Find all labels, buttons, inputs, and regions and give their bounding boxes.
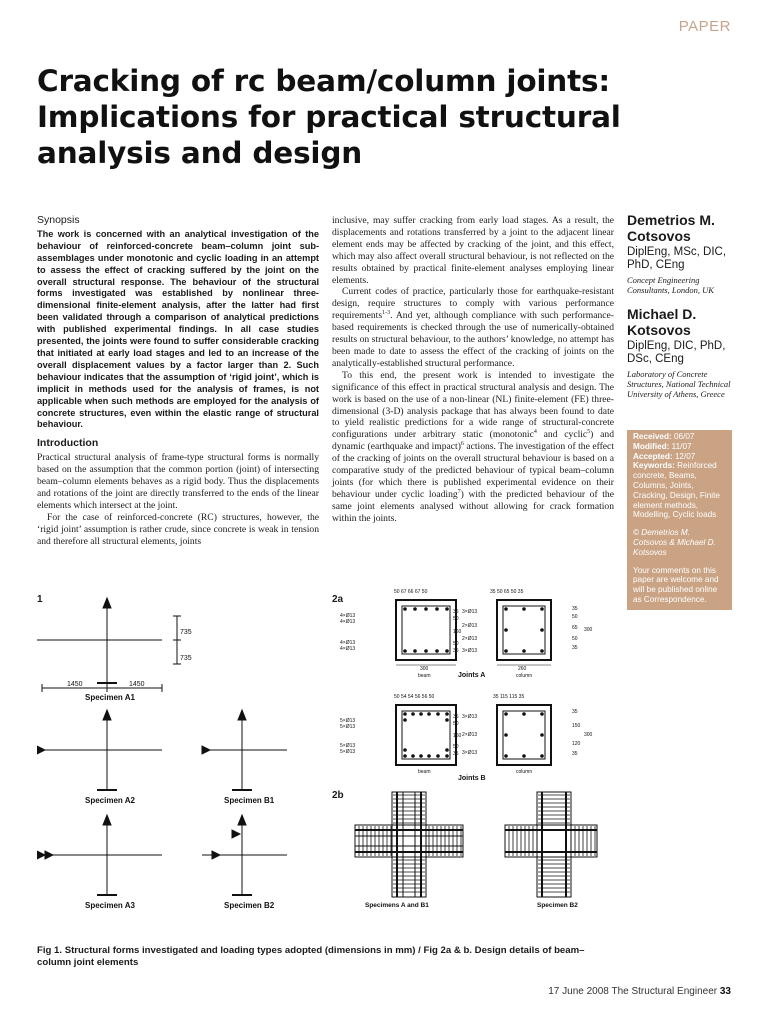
- svg-text:beam: beam: [418, 769, 431, 775]
- specimen-b2-label: Specimen B2: [224, 901, 275, 910]
- paper-title: Cracking of rc beam/column joints: Implications for practical structural analysis and design: [37, 64, 621, 170]
- left-column: [37, 215, 319, 547]
- svg-text:3×Ø13: 3×Ø13: [462, 714, 478, 720]
- dim-260-label: 260: [518, 666, 527, 672]
- specimens-a-b1-label: Specimens A and B1: [365, 902, 429, 909]
- dim-300-label: 300: [420, 666, 429, 672]
- author-affiliation: Concept Engineering Consultants, London, UK: [627, 275, 714, 295]
- svg-text:5×Ø13: 5×Ø13: [340, 749, 356, 755]
- svg-text:50: 50: [572, 614, 578, 620]
- section-tag: PAPER: [678, 18, 731, 35]
- svg-text:beam: beam: [418, 673, 431, 679]
- page-number: 33: [719, 986, 731, 997]
- svg-text:2×Ø13: 2×Ø13: [462, 732, 478, 738]
- svg-text:300: 300: [584, 732, 593, 738]
- author-name: Michael D. Kotsovos: [627, 306, 697, 338]
- figure-1-diagram: [37, 590, 327, 935]
- svg-text:5×Ø13: 5×Ø13: [340, 743, 356, 749]
- svg-text:4×Ø13: 4×Ø13: [340, 646, 356, 652]
- stirrups-b: [509, 795, 595, 892]
- middle-paragraph-1: inclusive, may suffer cracking from early load stages. As a result, the displacements and rotations transferred by a joint to the adjacent linear element ends may be affected by cracking of the joint, and this effect, which may also affect overall structural behaviour, is not reflected on the results obtained by practical finite-element analyses employing linear elements.: [332, 215, 614, 286]
- svg-text:column: column: [516, 673, 533, 679]
- svg-text:column: column: [516, 769, 533, 775]
- figure-2b-number: 2b: [332, 790, 344, 801]
- author-degrees: DiplEng, DIC, PhD, DSc, CEng: [627, 340, 726, 365]
- svg-text:35: 35: [572, 751, 578, 757]
- svg-text:4×Ø13: 4×Ø13: [340, 613, 356, 619]
- svg-text:35: 35: [453, 751, 459, 757]
- joints-a-title: Joints A: [458, 672, 486, 679]
- svg-text:35: 35: [453, 648, 459, 654]
- svg-text:160: 160: [453, 629, 462, 635]
- joints-b-title: Joints B: [458, 775, 486, 782]
- synopsis-heading: Synopsis: [37, 214, 80, 226]
- top-dims-a-beam: 50 67 66 67 50: [394, 589, 428, 595]
- accepted-date: 12/07: [674, 451, 696, 461]
- figure-caption: Fig 1. Structural forms investigated and loading types adopted (dimensions in mm) / Fig 2a & b. Design details of beam–column joint elements: [37, 945, 585, 968]
- top-dims-b-col: 35 115 115 35: [493, 694, 525, 700]
- issue-date: 17 June 2008: [548, 986, 609, 997]
- svg-text:150: 150: [572, 723, 581, 729]
- svg-text:5×Ø13: 5×Ø13: [340, 724, 356, 730]
- svg-text:50: 50: [453, 721, 459, 727]
- comments-note: Your comments on this paper are welcome and will be published online as Correspondence.: [633, 565, 719, 604]
- dim-horizontal-right: 1450: [129, 681, 145, 688]
- dim-vertical-top: 735: [180, 629, 192, 636]
- author-name: Demetrios M. Cotsovos: [627, 212, 715, 244]
- svg-text:50: 50: [453, 616, 459, 622]
- svg-text:65: 65: [572, 625, 578, 631]
- svg-text:3×Ø13: 3×Ø13: [462, 648, 478, 654]
- svg-text:3×Ø13: 3×Ø13: [462, 609, 478, 615]
- received-date: 06/07: [673, 432, 695, 441]
- figure-2b-diagram: [345, 790, 610, 910]
- svg-text:50: 50: [572, 636, 578, 642]
- synopsis-text: The work is concerned with an analytical investigation of the behaviour of reinforced-concrete beam–column joint sub-assemblages under monotonic and cyclic loading in an attempt to assess the effect of cracking suffered by the joint on the overall structural response. The behaviour of the structural forms investigated was established by nonlinear three-dimensional finite-element analysis, after the latter had first been validated through a comparison of analytical predictions with published experimental findings. In all case studies presented, the joints were found to suffer considerable cracking that initiated at early load stages and led to an increase of the overall displacement values by a factor larger than 2. Such behaviour indicates that the assumption of ‘rigid joint’, which is implicit in methods used for the analysis of frames, is not applicable when such methods are employed for the analysis of concrete structures, even within the elastic range of structural behaviour.: [37, 228, 319, 430]
- intro-paragraph-1: Practical structural analysis of frame-type structural forms is normally based on the assumption that the common portion (joint) of intersecting beam–column elements behaves as a rigid body. Thus the displacements and rotations of the joint are directly transferred to the ends of the linear elements which intersect at the joint.: [37, 452, 319, 511]
- middle-column: [332, 215, 614, 525]
- top-dims-b-beam: 50 54 54 56 56 50: [394, 694, 435, 700]
- author-degrees: DiplEng, MSc, DIC, PhD, CEng: [627, 246, 727, 271]
- author-affiliation: Laboratory of Concrete Structures, National Technical University of Athens, Greece: [627, 369, 731, 399]
- keywords: Reinforced concrete, Beams, Columns, Joints, Cracking, Design, Finite element methods, Modelling, Cyclic loads: [633, 461, 720, 520]
- figure-1-number: 1: [37, 594, 43, 605]
- modified-date: 11/07: [671, 441, 692, 451]
- journal-name: The Structural Engineer: [611, 986, 718, 997]
- middle-paragraph-2: Current codes of practice, particularly those for earthquake-resistant design, require structures to comply with various performance requirements$^{1-3}$. And yet, although compliance with such performance-based requirements is checked through the use of numerically-obtained results on structural behaviour, to the authors’ knowledge, no attempt has been made to date to assess the effect of the cracking of joints on the analytically-established structural performance.: [332, 286, 614, 369]
- dim-horizontal-left: 1450: [67, 681, 83, 688]
- svg-text:2×Ø13: 2×Ø13: [462, 636, 478, 642]
- svg-text:300: 300: [584, 627, 593, 633]
- svg-text:4×Ø13: 4×Ø13: [340, 619, 356, 625]
- dim-vertical-bottom: 735: [180, 655, 192, 662]
- author-1: [627, 212, 739, 295]
- intro-paragraph-2: For the case of reinforced-concrete (RC) structures, however, the ‘rigid joint’ assumption is rather crude, since concrete is weak in tension and therefore all structural elements, joints: [37, 511, 319, 547]
- figure-2a-diagram: [340, 585, 605, 790]
- svg-text:50: 50: [453, 641, 459, 647]
- stirrups-a: [359, 795, 461, 892]
- svg-text:3×Ø13: 3×Ø13: [462, 750, 478, 756]
- page-footer: [548, 986, 731, 997]
- svg-text:35: 35: [453, 714, 459, 720]
- specimen-b2-label: Specimen B2: [537, 902, 578, 909]
- specimen-a3-label: Specimen A3: [85, 901, 135, 910]
- copyright-note: © Demetrios M. Cotsovos & Michael D. Kotsovos: [633, 528, 716, 557]
- authors-panel: [627, 212, 739, 399]
- svg-text:35: 35: [572, 709, 578, 715]
- svg-text:2×Ø13: 2×Ø13: [462, 623, 478, 629]
- svg-text:120: 120: [572, 741, 581, 747]
- svg-text:50: 50: [453, 744, 459, 750]
- svg-text:35: 35: [572, 645, 578, 651]
- svg-text:5×Ø13: 5×Ø13: [340, 718, 356, 724]
- svg-text:35: 35: [572, 606, 578, 612]
- specimen-a1-label: Specimen A1: [85, 693, 135, 702]
- author-2: [627, 306, 739, 399]
- specimen-a2-label: Specimen A2: [85, 796, 135, 805]
- svg-text:4×Ø13: 4×Ø13: [340, 640, 356, 646]
- svg-text:160: 160: [453, 733, 462, 739]
- middle-paragraph-3: To this end, the present work is intended to investigate the significance of this effect in practical structural analysis and design. The work is based on the use of a non-linear (NL) finite-element (FE) three-dimensional (3-D) analysis package that has always been found to date to yield realistic predictions for a wide range of structural-concrete configurations under arbitrary static (monotonic$^4$ and cyclic$^5$) and dynamic (earthquake and impact)$^6$ actions. The investigation of the effect of the cracking of joints on the overall structural behaviour is based on a comparative study of the predicted behaviour of typical beam–column joints (for which there is published experimental evidence on their behaviour under cyclic loading$^7$) with the predicted behaviour of the same joint elements analysed without allowing for crack formation within the joints.: [332, 369, 614, 524]
- top-dims-a-col: 35 50 65 50 35: [490, 589, 524, 595]
- specimen-b1-label: Specimen B1: [224, 796, 275, 805]
- figure-2a-number: 2a: [332, 594, 344, 605]
- svg-text:35: 35: [453, 609, 459, 615]
- introduction-heading: Introduction: [37, 437, 99, 450]
- article-info-box: Received: 06/07 Modified: 11/07 Accepted: 12/07 Keywords: Reinforced concrete, Beams, Columns, Joints, Cracking, Design, Finite element methods, Modelling, Cyclic loads © Demetrios M. Cotsovos & Michael D. Kotsovos Your comments on this paper are welcome and will be published online as Correspondence.: [627, 430, 732, 610]
